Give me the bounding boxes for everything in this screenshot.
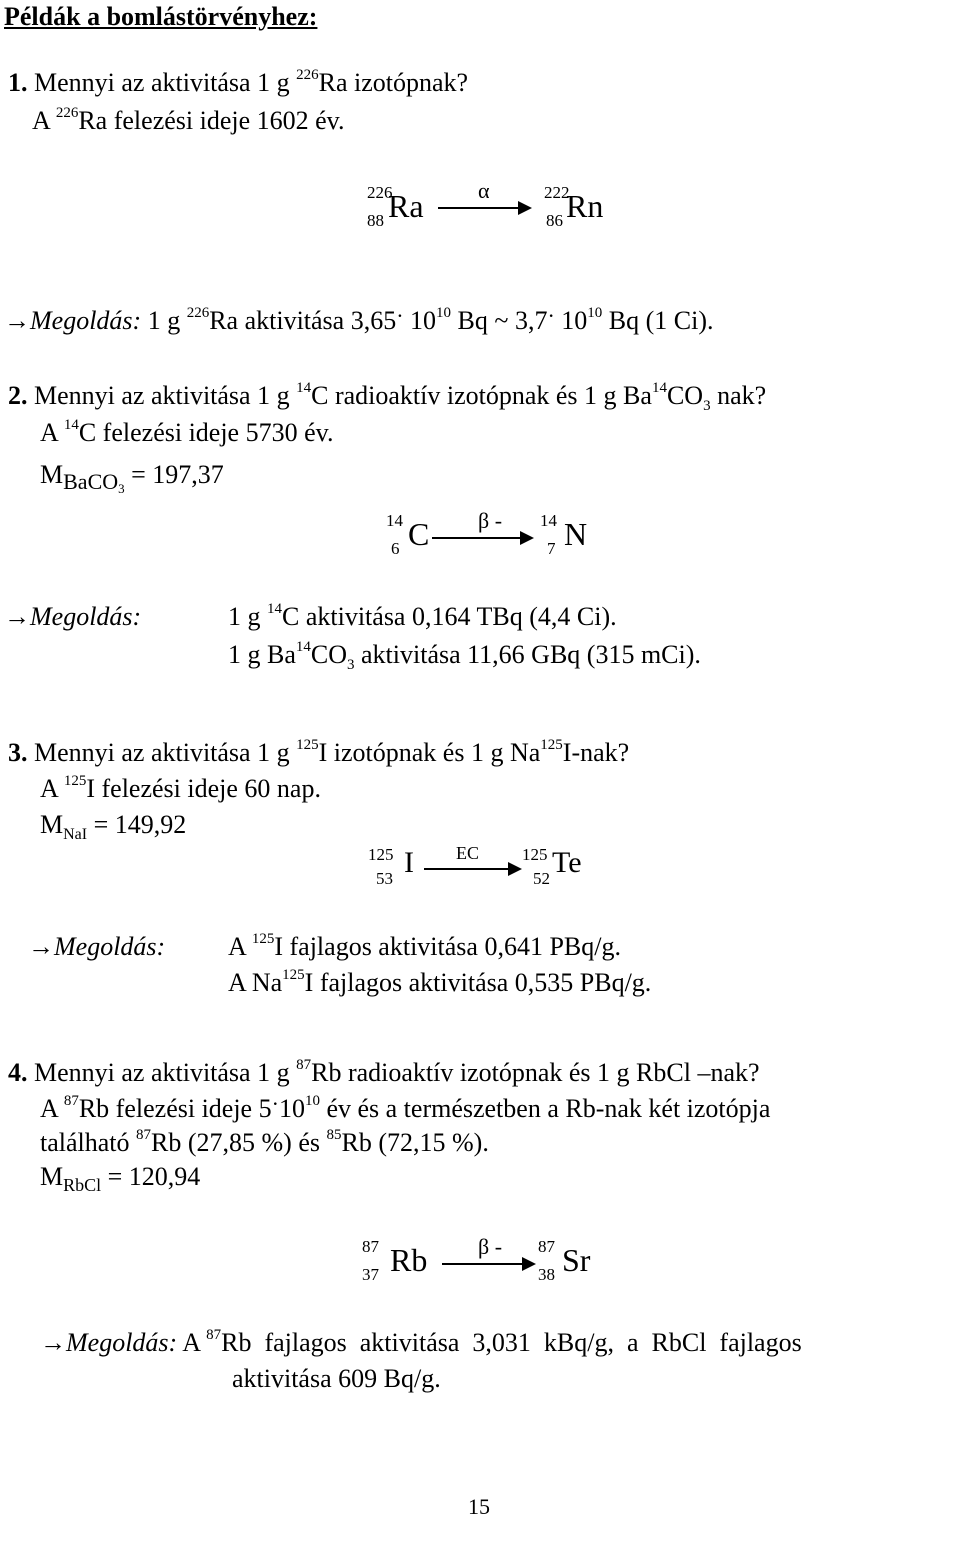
mass-number: 125 [296,737,319,753]
page-heading: Példák a bomlástörvényhez: [4,2,318,31]
mass-number: 125 [63,773,87,789]
text: I izotópnak és 1 g Na [318,738,541,767]
solution-label: Megoldás: [30,602,142,631]
problem-3-solution-line-2 [228,967,652,997]
daughter-atomic-number: 52 [533,869,550,888]
problem-2-solution-line-2 [228,639,701,673]
text: C radioaktív izotópnak és 1 g Ba [311,381,652,410]
parent-mass-number: 226 [367,183,393,202]
problem-4-solution-line-2: aktivitása 609 Bq/g. [232,1364,441,1393]
subscript: BaCO [63,469,119,494]
problem-4-isotopes [40,1127,489,1157]
text: 1 g [147,306,181,335]
daughter-atomic-number: 7 [547,539,556,558]
problem-4-molar-mass [40,1162,201,1195]
text: 10 [278,1094,305,1123]
decay-arrow [442,1263,534,1265]
daughter-symbol: Te [552,846,582,879]
daughter-atomic-number: 86 [546,211,563,230]
text: 10 [561,306,588,335]
problem-2-question [8,380,767,414]
text: A [32,106,50,135]
parent-symbol: C [408,516,430,552]
parent-atomic-number: 37 [362,1265,379,1284]
subscript: 3 [703,398,711,414]
problem-4-question [8,1057,760,1087]
decay-type-label: EC [456,843,480,863]
text: Bq ~ 3,7 [457,306,548,335]
mass-number: 125 [540,737,563,753]
daughter-mass-number: 87 [538,1237,555,1256]
problem-number: 4. [8,1058,28,1087]
parent-symbol: I [404,846,414,879]
parent-atomic-number: 6 [391,539,400,558]
text: Rb felezési ideje 5 [78,1094,272,1123]
text: C felezési ideje 5730 év. [78,418,334,447]
mass-number: 125 [282,967,305,983]
text: Ra aktivitása 3,65 [209,306,397,335]
mass-number: 14 [651,380,667,396]
text: 10 [410,306,437,335]
text: M [40,810,64,839]
arrow-icon: → [4,602,30,631]
text: I felezési ideje 60 nap. [86,774,321,803]
exponent: 10 [436,305,452,321]
solution-label: Megoldás: [54,932,166,961]
decay-arrow [424,868,520,870]
daughter-symbol: N [564,516,588,552]
problem-number: 3. [8,738,28,767]
text: év és a természetben a Rb-nak két izotópja [326,1094,771,1123]
text: = 197,37 [131,460,224,489]
mass-number: 14 [296,380,312,396]
text: Ra felezési ideje 1602 év. [78,106,345,135]
subscript: NaI [63,826,88,843]
mass-number: 87 [296,1057,312,1073]
problem-2-solution-line-1 [228,601,617,631]
problem-3-halflife [40,773,321,803]
mass-number: 226 [186,305,210,321]
daughter-symbol: Rn [566,188,604,224]
mass-number: 87 [63,1093,79,1109]
arrow-icon: → [4,306,30,335]
mass-number: 125 [251,931,275,947]
text: Mennyi az aktivitása 1 g [34,1058,290,1087]
problem-1-solution [4,303,714,335]
problem-number: 2. [8,381,28,410]
text: Rb (27,85 %) és [151,1128,320,1157]
problem-1-halflife [32,105,345,135]
text: C aktivitása 0,164 TBq (4,4 Ci). [282,602,617,631]
parent-symbol: Ra [388,188,424,224]
text: aktivitása 11,66 GBq (315 mCi). [361,640,701,669]
text: A [228,932,246,961]
problem-4-halflife [40,1091,771,1123]
text: A [40,1094,58,1123]
mass-number: 87 [206,1327,222,1343]
solution-label: Megoldás: [30,306,142,335]
mass-number: 87 [136,1127,152,1143]
mass-number: 14 [267,601,282,617]
text: M [40,460,64,489]
daughter-symbol: Sr [562,1242,591,1278]
text: = 120,94 [107,1162,201,1191]
text: I-nak? [562,738,630,767]
text: Mennyi az aktivitása 1 g [34,381,290,410]
problem-2-solution-label [4,604,141,630]
multiplication-dot: · [271,1091,279,1116]
mass-number: 226 [55,105,79,121]
problem-3-solution-label [28,934,165,960]
daughter-mass-number: 14 [540,511,557,530]
problem-number: 1. [8,68,28,97]
text: M [40,1162,64,1191]
text: CO [666,381,704,410]
daughter-mass-number: 125 [522,845,548,864]
arrow-icon: → [28,932,54,961]
problem-3-solution-line-1 [228,931,621,961]
text: található [40,1128,130,1157]
parent-symbol: Rb [390,1242,428,1278]
text: I fajlagos aktivitása 0,641 PBq/g. [274,932,621,961]
decay-type-label: β - [478,508,503,533]
parent-mass-number: 14 [386,511,403,530]
parent-mass-number: 125 [368,845,394,864]
text: A [40,774,58,803]
text: 1 g [228,602,261,631]
parent-atomic-number: 88 [367,211,384,230]
text: A Na [228,968,283,997]
decay-arrow [432,537,532,539]
text: A [182,1328,200,1357]
text: Rb fajlagos aktivitása 3,031 kBq/g, a RbCl fajlagos [221,1328,802,1357]
daughter-atomic-number: 38 [538,1265,555,1284]
text: 1 g Ba [228,640,296,669]
text: nak? [717,381,767,410]
text: I fajlagos aktivitása 0,535 PBq/g. [304,968,652,997]
mass-number: 14 [63,417,79,433]
multiplication-dot: · [547,303,555,328]
subscript: RbCl [63,1175,102,1195]
decay-arrow [438,207,530,209]
decay-type-label: β - [478,1234,503,1259]
parent-atomic-number: 53 [376,869,393,888]
problem-1-question [8,67,469,97]
decay-type-label: α [478,178,490,203]
subscript: 3 [347,657,355,673]
exponent: 10 [587,305,603,321]
text: Mennyi az aktivitása 1 g [34,68,290,97]
text: CO [310,640,348,669]
solution-label: Megoldás: [66,1328,178,1357]
problem-2-halflife [40,417,334,447]
arrow-icon: → [40,1328,66,1357]
problem-3-question [8,737,630,767]
problem-3-molar-mass [40,810,187,843]
daughter-mass-number: 222 [544,183,570,202]
text: Rb radioaktív izotópnak és 1 g RbCl –nak? [311,1058,760,1087]
mass-number: 14 [295,639,311,655]
exponent: 10 [304,1093,320,1109]
subscript: 3 [118,481,125,496]
text: Bq (1 Ci). [608,306,714,335]
mass-number: 85 [326,1127,342,1143]
mass-number: 226 [296,67,319,83]
text: Ra izotópnak? [318,68,469,97]
problem-2-molar-mass [40,460,224,496]
problem-4-solution-line-1 [40,1327,802,1357]
text: Rb (72,15 %). [341,1128,489,1157]
multiplication-dot: · [396,303,404,328]
parent-mass-number: 87 [362,1237,379,1256]
text: A [40,418,58,447]
text: = 149,92 [93,810,187,839]
page-number: 15 [468,1494,490,1519]
text: Mennyi az aktivitása 1 g [34,738,290,767]
